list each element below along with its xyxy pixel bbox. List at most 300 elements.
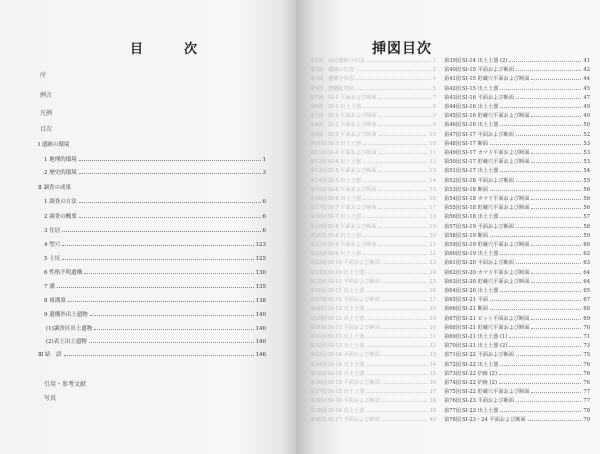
figure-label: 遺跡の位置 <box>328 67 354 74</box>
figure-entry <box>310 296 436 303</box>
figure-page-number: 62 <box>583 251 590 258</box>
figure-page-number: 79 <box>583 416 590 423</box>
figure-entry <box>310 158 436 165</box>
figure-leader <box>490 308 581 310</box>
figure-label: 遺構配置図 <box>328 85 354 92</box>
figure-entry <box>444 370 590 377</box>
toc-entry <box>44 226 266 234</box>
figure-page-number: 45 <box>583 85 590 92</box>
figure-leader <box>366 60 430 62</box>
figure-page-number: 30 <box>429 324 436 331</box>
figure-number: 第22図 <box>310 251 327 258</box>
figure-number: 第78図 <box>444 416 461 423</box>
figure-number: 第76図 <box>444 398 461 405</box>
figure-page-number: 71 <box>583 334 590 340</box>
figure-leader <box>531 115 581 117</box>
figure-entry <box>310 333 436 340</box>
figure-entry <box>444 287 590 294</box>
figure-number: 第19図 <box>310 223 327 230</box>
figure-label: SI-17 断面 <box>462 140 488 147</box>
figure-label: SI-7 平面および断面 <box>328 205 377 212</box>
figure-entry <box>310 397 436 404</box>
figure-page-number: 21 <box>429 242 436 248</box>
figure-number: 第54図 <box>444 196 461 202</box>
figure-leader <box>500 216 581 218</box>
toc-leader <box>57 286 254 288</box>
toc-leader <box>79 159 261 161</box>
figure-label: SI-8 平面および断面 <box>328 223 377 230</box>
figure-number: 第16図 <box>310 196 327 202</box>
toc-leader <box>94 328 253 330</box>
figure-entry <box>444 259 590 266</box>
figure-leader <box>379 226 428 228</box>
figure-page-number: 63 <box>583 260 590 267</box>
figure-label: SI-8 出土土器 <box>328 232 362 239</box>
figure-leader <box>531 198 581 200</box>
figure-entry <box>444 305 590 312</box>
toc-label: 7 溝 <box>44 284 55 290</box>
figure-leader <box>509 60 581 62</box>
figure-label: SI-15 出土土器 <box>462 85 499 92</box>
figure-label: SI-23 平面および断面 <box>462 398 514 405</box>
figure-label: SI-9 平面および断面 <box>328 242 377 248</box>
figure-number: 第58図 <box>444 232 461 239</box>
figure-page-number: 7 <box>432 94 436 101</box>
figure-label: SI-6 平面および断面 <box>328 186 377 193</box>
prelim-item: 凡例 <box>40 110 53 117</box>
figure-page-number: 47 <box>583 94 590 101</box>
figure-label: SI-14 出土土器 <box>328 361 365 368</box>
figure-page-number: 75 <box>583 352 590 359</box>
figure-page-number: 28 <box>429 306 436 313</box>
prelim-item: 目次 <box>40 126 53 133</box>
figure-page-number: 13 <box>429 168 436 175</box>
figure-entry <box>310 287 436 294</box>
figure-entry <box>310 85 436 92</box>
figure-number: 第26図 <box>310 288 327 294</box>
figure-label: SI-15 出土土器 <box>328 389 365 396</box>
figure-entry <box>310 149 436 156</box>
figure-leader <box>366 290 427 292</box>
figure-page-number: 42 <box>583 67 590 74</box>
figure-number: 第31図 <box>310 334 327 340</box>
figure-label: SI-18 断面 <box>462 186 488 193</box>
figure-entry <box>310 213 436 220</box>
figure-leader <box>382 354 427 356</box>
figure-leader <box>382 281 427 283</box>
figure-entry <box>444 66 590 73</box>
figure-entry <box>444 94 590 101</box>
figure-entry <box>310 370 436 377</box>
figure-entry <box>444 407 590 414</box>
figure-entry <box>444 250 590 257</box>
figure-page-number: 60 <box>583 242 590 248</box>
figure-entry <box>444 232 590 239</box>
figure-label: SI-16 出土土器 <box>328 407 365 414</box>
figure-leader <box>499 373 581 375</box>
toc-label: Ⅰ 遺跡の環境 <box>38 142 70 148</box>
figure-page-number: 64 <box>583 278 590 285</box>
figure-entry <box>444 112 590 119</box>
figure-entry <box>310 388 436 395</box>
figure-number: 第74図 <box>444 380 461 386</box>
figure-number: 第39図 <box>444 58 461 64</box>
toc-leader <box>79 201 261 203</box>
figure-leader <box>356 69 431 71</box>
figure-page-number: 37 <box>429 389 436 396</box>
figure-number: 第53図 <box>444 186 461 193</box>
figure-number: 第66図 <box>444 306 461 313</box>
toc-label: 4 竪穴 <box>44 242 61 248</box>
figure-page-number: 38 <box>429 398 436 405</box>
figure-label: SI-9 出土土器 <box>328 251 362 258</box>
figure-page-number: 14 <box>429 177 436 184</box>
figure-number: 第44図 <box>444 104 461 110</box>
figure-leader <box>379 170 428 172</box>
figure-label: 周辺遺跡分布図 <box>328 58 365 64</box>
figure-entry <box>310 75 436 82</box>
figure-label: SI-18 貯蔵穴平面および断面 <box>462 205 530 212</box>
figure-leader <box>531 327 581 329</box>
figure-number: 第67図 <box>444 315 461 322</box>
toc-leader <box>62 258 253 260</box>
figure-number: 第25図 <box>310 278 327 285</box>
figure-leader <box>499 382 581 384</box>
figure-leader <box>363 180 427 182</box>
figure-label: SI-5 平面および断面 <box>328 168 377 175</box>
toc-label: 1 調査の方法 <box>44 199 77 205</box>
figure-label: SI-13 平面および断面 <box>328 324 380 331</box>
figure-number: 第72図 <box>444 361 461 368</box>
figure-leader <box>516 97 581 99</box>
figure-label: SI-21 断面 <box>462 306 488 313</box>
toc-entry <box>44 155 266 163</box>
figure-page-number: 57 <box>583 214 590 221</box>
figure-entry <box>444 167 590 174</box>
figure-leader <box>500 170 581 172</box>
figure-leader <box>363 216 427 218</box>
figure-entry <box>310 131 436 138</box>
figure-label: SI-22 出土土器 <box>462 361 499 368</box>
figure-leader <box>366 272 427 274</box>
figure-entry <box>444 388 590 395</box>
figure-number: 第3図 <box>310 76 324 83</box>
figure-page-number: 10 <box>429 131 436 138</box>
figure-label: SI-20 カマド平面および断面 <box>462 269 530 276</box>
figure-label: SI-6 出土土器 <box>328 196 362 202</box>
figure-page-number: 67 <box>583 297 590 304</box>
figure-entry <box>444 75 590 82</box>
figure-label: SI-15 貯蔵穴平面および断面 <box>462 76 530 83</box>
figure-entry <box>310 232 436 239</box>
figure-page-number: 10 <box>429 140 436 147</box>
figure-entry <box>310 140 436 147</box>
figure-page-number: 58 <box>583 223 590 230</box>
figure-page-number: 5 <box>432 85 436 92</box>
figure-leader <box>366 308 427 310</box>
figure-page-number: 1 <box>432 58 436 64</box>
figure-label: SI-3 平面および断面 <box>328 131 377 138</box>
toc-page-number: 140 <box>255 312 266 318</box>
figure-leader <box>531 152 581 154</box>
figure-leader <box>500 88 581 90</box>
figure-entry <box>444 324 590 331</box>
figure-entry <box>310 351 436 358</box>
figure-page-number: 56 <box>583 186 590 193</box>
figure-label: SI-12 平面および断面 <box>328 297 380 304</box>
figure-label: SI-21 貯蔵穴平面および断面 <box>462 324 530 331</box>
figure-page-number: 36 <box>429 380 436 386</box>
figure-entry <box>310 66 436 73</box>
figure-entry <box>444 351 590 358</box>
figure-label: SI-19 出土土器 <box>462 251 499 258</box>
figure-leader <box>500 290 581 292</box>
figure-number: 第64図 <box>444 288 461 294</box>
figure-page-number: 8 <box>432 104 436 110</box>
figure-leader <box>490 143 581 145</box>
figure-label: SI-17 貯蔵穴平面および断面 <box>462 159 530 166</box>
figure-entry <box>444 85 590 92</box>
figure-leader <box>531 391 581 393</box>
figure-page-number: 78 <box>583 407 590 414</box>
figure-leader <box>363 235 427 237</box>
figure-label: SI-13 出土土器 <box>328 334 365 340</box>
figure-page-number: 9 <box>432 113 436 120</box>
toc-entry <box>44 310 266 318</box>
figure-number: 第60図 <box>444 251 461 258</box>
figure-entry <box>310 278 436 285</box>
figure-page-number: 39 <box>429 407 436 414</box>
figure-entry <box>444 186 590 193</box>
figure-label: SI-1 平面および断面 <box>328 94 377 101</box>
toc-label: 8 周溝墓 <box>44 298 66 304</box>
figure-entry <box>444 361 590 368</box>
figure-entry <box>444 131 590 138</box>
figure-page-number: 35 <box>429 370 436 377</box>
figure-page-number: 31 <box>429 334 436 340</box>
toc-entry <box>38 350 266 358</box>
figure-label: SI-16 平面および断面 <box>328 398 380 405</box>
figure-number: 第39図 <box>310 407 327 414</box>
figure-number: 第38図 <box>310 398 327 405</box>
figure-page-number: 12 <box>429 159 436 166</box>
figure-number: 第28図 <box>310 306 327 313</box>
figure-entry <box>444 296 590 303</box>
figure-number: 第63図 <box>444 278 461 285</box>
figure-entry <box>310 250 436 257</box>
toc-leader <box>62 244 253 246</box>
toc-entry <box>44 268 266 276</box>
figure-leader <box>382 382 427 384</box>
toc-entry <box>44 212 266 220</box>
figure-entry <box>444 204 590 211</box>
figure-number: 第40図 <box>444 67 461 74</box>
figure-leader <box>490 189 581 191</box>
figure-leader <box>490 299 581 301</box>
figure-entry <box>444 140 590 147</box>
toc-leader <box>68 300 254 302</box>
toc-label: Ⅲ 結 語 <box>38 352 62 358</box>
figure-entry <box>444 379 590 386</box>
figure-leader <box>531 78 581 80</box>
page-title: 目 次 <box>130 42 212 57</box>
figure-label: SI-4 平面および断面 <box>328 150 377 156</box>
figure-label: SI-19 貯蔵穴平面および断面 <box>462 242 530 248</box>
figure-number: 第71図 <box>444 352 461 359</box>
figure-page-number: 40 <box>429 416 436 423</box>
figure-leader <box>500 364 581 366</box>
figure-entry <box>310 342 436 349</box>
figure-number: 第35図 <box>310 370 327 377</box>
figure-entry <box>444 177 590 184</box>
figure-page-number: 76 <box>583 370 590 377</box>
figure-leader <box>379 124 431 126</box>
figure-entry <box>310 416 436 423</box>
figure-number: 第47図 <box>444 131 461 138</box>
figure-page-number: 55 <box>583 177 590 184</box>
figure-leader <box>379 189 428 191</box>
figure-number: 第43図 <box>444 94 461 101</box>
figure-label: SI-12 出土土器 <box>328 306 365 313</box>
toc-entry <box>44 240 266 248</box>
figure-leader <box>366 391 427 393</box>
figure-number: 第40図 <box>310 416 327 423</box>
figure-label: SI-4 出土土器 <box>328 159 362 166</box>
figure-number: 第48図 <box>444 140 461 147</box>
figure-page-number: 73 <box>583 343 590 350</box>
figure-page-number: 64 <box>583 269 590 276</box>
figure-label: SI-11 出土土器 <box>328 288 365 294</box>
figure-leader <box>516 180 581 182</box>
figure-leader <box>356 88 431 90</box>
figure-label: SI-19 断面 <box>462 232 488 239</box>
figure-label: SI-7 出土土器 <box>328 214 362 221</box>
toc-label: (2)表土出土遺物 <box>46 339 87 345</box>
figure-page-number: 65 <box>583 288 590 294</box>
figure-leader <box>379 97 431 99</box>
figure-page-number: 76 <box>583 380 590 386</box>
figure-number: 第17図 <box>310 205 327 212</box>
figure-entry <box>444 241 590 248</box>
figure-leader <box>500 410 581 412</box>
figure-label: SI-22 平面および断面 <box>462 352 514 359</box>
figure-number: 第37図 <box>310 389 327 396</box>
figure-number: 第5図 <box>310 94 324 101</box>
figure-label: SI-23 出土土器 <box>462 407 499 414</box>
toc-page-number: 135 <box>255 284 266 290</box>
figure-page-number: 54 <box>583 168 590 175</box>
figure-page-number: 19 <box>429 223 436 230</box>
figure-page-number: 76 <box>583 361 590 368</box>
figure-number: 第41図 <box>444 76 461 83</box>
figure-number: 第30図 <box>310 324 327 331</box>
figure-number: 第8図 <box>310 122 324 129</box>
toc-entry <box>46 324 266 332</box>
figure-leader <box>379 244 428 246</box>
figure-label: SI-14 出土土器 (2) <box>462 58 508 64</box>
figure-leader <box>366 336 427 338</box>
toc-page-number: 140 <box>255 326 266 332</box>
figure-leader <box>531 281 581 283</box>
toc-leader <box>84 272 253 274</box>
figure-page-number: 9 <box>432 122 436 129</box>
figure-label: SI-21 出土土器 (2) <box>462 343 508 350</box>
figure-number: 第34図 <box>310 361 327 368</box>
toc-entry <box>44 254 266 262</box>
figure-label: SI-22 貯蔵穴平面および断面 <box>462 389 530 396</box>
figure-label: 遺構全体図 <box>328 76 354 83</box>
toc-page-number: 125 <box>255 256 266 262</box>
toc-label: 9 遺構外出土遺物 <box>44 312 88 318</box>
figure-page-number: 33 <box>429 352 436 359</box>
figure-number: 第65図 <box>444 297 461 304</box>
toc-label: 2 歴史的環境 <box>44 170 77 176</box>
figure-number: 第11図 <box>310 150 327 156</box>
figure-page-number: 2 <box>432 67 436 74</box>
figure-leader <box>531 272 581 274</box>
figure-page-number: 49 <box>583 113 590 120</box>
figure-label: SI-18 カマド平面および断面 <box>462 196 530 202</box>
figure-entry <box>310 305 436 312</box>
figure-leader <box>363 253 427 255</box>
figure-page-number: 29 <box>429 315 436 322</box>
figure-number: 第56図 <box>444 214 461 221</box>
figure-number: 第70図 <box>444 343 461 350</box>
figure-label: SI-21 出土土器 (1) <box>462 334 508 340</box>
toc-page-number: 6 <box>262 214 266 220</box>
figure-label: SI-18 平面および断面 <box>462 177 514 184</box>
figure-leader <box>366 410 427 412</box>
figure-page-number: 27 <box>429 297 436 304</box>
toc-page-number: 146 <box>255 352 266 358</box>
figure-label: SI-14 出土土器 <box>328 370 365 377</box>
figure-entry <box>444 278 590 285</box>
figure-leader <box>363 161 427 163</box>
figure-entry <box>310 315 436 322</box>
figure-number: 第73図 <box>444 370 461 377</box>
figure-page-number: 53 <box>583 159 590 166</box>
figure-number: 第52図 <box>444 177 461 184</box>
toc-label: 1 地理的環境 <box>44 157 77 163</box>
figure-label: SI-1 出土土器 <box>328 104 362 110</box>
toc-entry <box>46 337 266 345</box>
toc-leader <box>62 230 260 232</box>
figure-number: 第59図 <box>444 242 461 248</box>
figure-leader <box>379 152 428 154</box>
figure-entry <box>310 259 436 266</box>
toc-entry <box>38 183 266 191</box>
figure-number: 第68図 <box>444 324 461 331</box>
figure-entry <box>444 103 590 110</box>
figure-page-number: 20 <box>429 232 436 239</box>
figure-entry <box>444 213 590 220</box>
figure-leader <box>379 134 428 136</box>
figure-label: SI-12 出土土器 <box>328 315 365 322</box>
figure-entry <box>310 269 436 276</box>
back-matter-item: 引用・参考文献 <box>44 381 87 388</box>
figure-number: 第9図 <box>310 131 324 138</box>
figure-page-number: 59 <box>583 232 590 239</box>
toc-leader <box>79 172 261 174</box>
figure-leader <box>363 106 431 108</box>
figure-page-number: 25 <box>429 278 436 285</box>
figure-number: 第49図 <box>444 150 461 156</box>
figure-page-number: 18 <box>429 214 436 221</box>
figure-number: 第55図 <box>444 205 461 212</box>
figure-page-number: 15 <box>429 186 436 193</box>
figure-number: 第15図 <box>310 186 327 193</box>
figure-number: 第6図 <box>310 104 324 110</box>
